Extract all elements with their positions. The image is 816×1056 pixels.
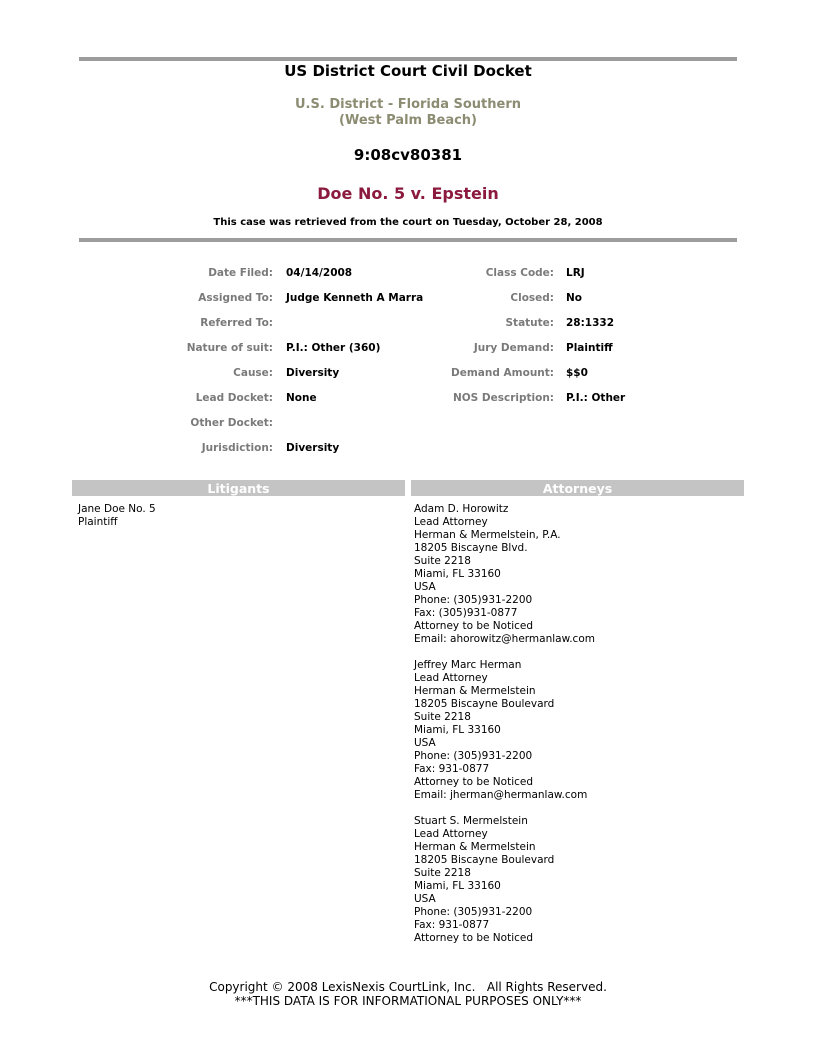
date-filed-value: 04/14/2008 — [286, 267, 353, 279]
detail-label: Cause: — [233, 367, 273, 379]
detail-label: Nature of suit: — [186, 342, 273, 354]
jurisdiction-value: Diversity — [286, 442, 340, 454]
attorneys-list — [414, 503, 744, 958]
attorney-notice: Attorney to be Noticed — [414, 620, 534, 632]
nature-of-suit-value: P.I.: Other (360) — [286, 342, 381, 354]
court-name — [0, 97, 816, 129]
attorney-phone: Phone: (305)931-2200 — [414, 594, 533, 606]
attorney-name: Adam D. Horowitz — [414, 503, 509, 515]
top-divider — [79, 57, 737, 61]
attorney-firm: Herman & Mermelstein, P.A. — [414, 529, 561, 541]
case-number: 9:08cv80381 — [353, 146, 463, 164]
attorney-firm: Herman & Mermelstein — [414, 841, 536, 853]
litigant-role: Plaintiff — [78, 516, 118, 528]
jury-demand-value: Plaintiff — [566, 342, 613, 354]
attorneys-header: Attorneys — [411, 480, 744, 496]
attorney-country: USA — [414, 737, 436, 749]
detail-label: Other Docket: — [190, 417, 273, 429]
header-bottom-divider — [79, 238, 737, 242]
attorney-country: USA — [414, 581, 436, 593]
attorney-role: Lead Attorney — [414, 672, 488, 684]
statute-value: 28:1332 — [566, 317, 615, 329]
detail-label: Class Code: — [485, 267, 554, 279]
litigant-name: Jane Doe No. 5 — [78, 503, 156, 515]
attorney-address: 18205 Biscayne Boulevard — [414, 698, 555, 710]
attorney-fax: Fax: 931-0877 — [414, 763, 490, 775]
footer — [0, 980, 816, 1008]
attorney-email: Email: ahorowitz@hermanlaw.com — [414, 633, 595, 645]
detail-label: Jurisdiction: — [201, 442, 273, 454]
attorney-city: Miami, FL 33160 — [414, 880, 501, 892]
detail-label: NOS Description: — [452, 392, 554, 404]
attorney-fax: Fax: 931-0877 — [414, 919, 490, 931]
attorney-address: 18205 Biscayne Blvd. — [414, 542, 528, 554]
details-right-labels — [420, 261, 554, 411]
court-line-2: (West Palm Beach) — [339, 113, 477, 128]
attorney-suite: Suite 2218 — [414, 555, 471, 567]
copyright-notice: Copyright © 2008 LexisNexis CourtLink, Inc. All Rights Reserved. — [209, 980, 607, 994]
attorney-entry — [414, 659, 744, 802]
attorney-city: Miami, FL 33160 — [414, 568, 501, 580]
attorney-country: USA — [414, 893, 436, 905]
attorney-suite: Suite 2218 — [414, 711, 471, 723]
detail-label: Demand Amount: — [451, 367, 554, 379]
closed-value: No — [566, 292, 583, 304]
attorney-role: Lead Attorney — [414, 828, 488, 840]
detail-label: Lead Docket: — [195, 392, 273, 404]
details-left-labels — [130, 261, 273, 461]
attorney-fax: Fax: (305)931-0877 — [414, 607, 518, 619]
attorney-city: Miami, FL 33160 — [414, 724, 501, 736]
court-line-1: U.S. District - Florida Southern — [295, 97, 521, 112]
attorney-email: Email: jherman@hermanlaw.com — [414, 789, 588, 801]
attorney-suite: Suite 2218 — [414, 867, 471, 879]
attorney-role: Lead Attorney — [414, 516, 488, 528]
nos-description-value: P.I.: Other — [566, 392, 626, 404]
attorney-notice: Attorney to be Noticed — [414, 932, 534, 944]
disclaimer: ***THIS DATA IS FOR INFORMATIONAL PURPOSES ONLY*** — [234, 994, 582, 1008]
retrieved-notice: This case was retrieved from the court on Tuesday, October 28, 2008 — [213, 217, 603, 228]
assigned-to-value: Judge Kenneth A Marra — [286, 292, 424, 304]
attorney-address: 18205 Biscayne Boulevard — [414, 854, 555, 866]
attorney-name: Stuart S. Mermelstein — [414, 815, 528, 827]
attorney-phone: Phone: (305)931-2200 — [414, 906, 533, 918]
attorney-firm: Herman & Mermelstein — [414, 685, 536, 697]
detail-label: Date Filed: — [208, 267, 273, 279]
attorney-entry — [414, 503, 744, 646]
lead-docket-value: None — [286, 392, 317, 404]
cause-value: Diversity — [286, 367, 340, 379]
attorney-entry — [414, 815, 744, 945]
detail-label: Closed: — [510, 292, 554, 304]
details-right-values — [566, 261, 686, 411]
demand-amount-value: $$0 — [566, 367, 588, 379]
class-code-value: LRJ — [566, 267, 585, 279]
litigant-entry — [78, 503, 398, 529]
page-title: US District Court Civil Docket — [284, 62, 532, 80]
attorney-phone: Phone: (305)931-2200 — [414, 750, 533, 762]
attorney-name: Jeffrey Marc Herman — [414, 659, 522, 671]
detail-label: Statute: — [505, 317, 554, 329]
detail-label: Referred To: — [200, 317, 273, 329]
litigants-header: Litigants — [72, 480, 405, 496]
other-docket-value — [286, 411, 446, 436]
attorney-notice: Attorney to be Noticed — [414, 776, 534, 788]
case-name: Doe No. 5 v. Epstein — [317, 184, 499, 203]
detail-label: Jury Demand: — [473, 342, 554, 354]
detail-label: Assigned To: — [198, 292, 273, 304]
